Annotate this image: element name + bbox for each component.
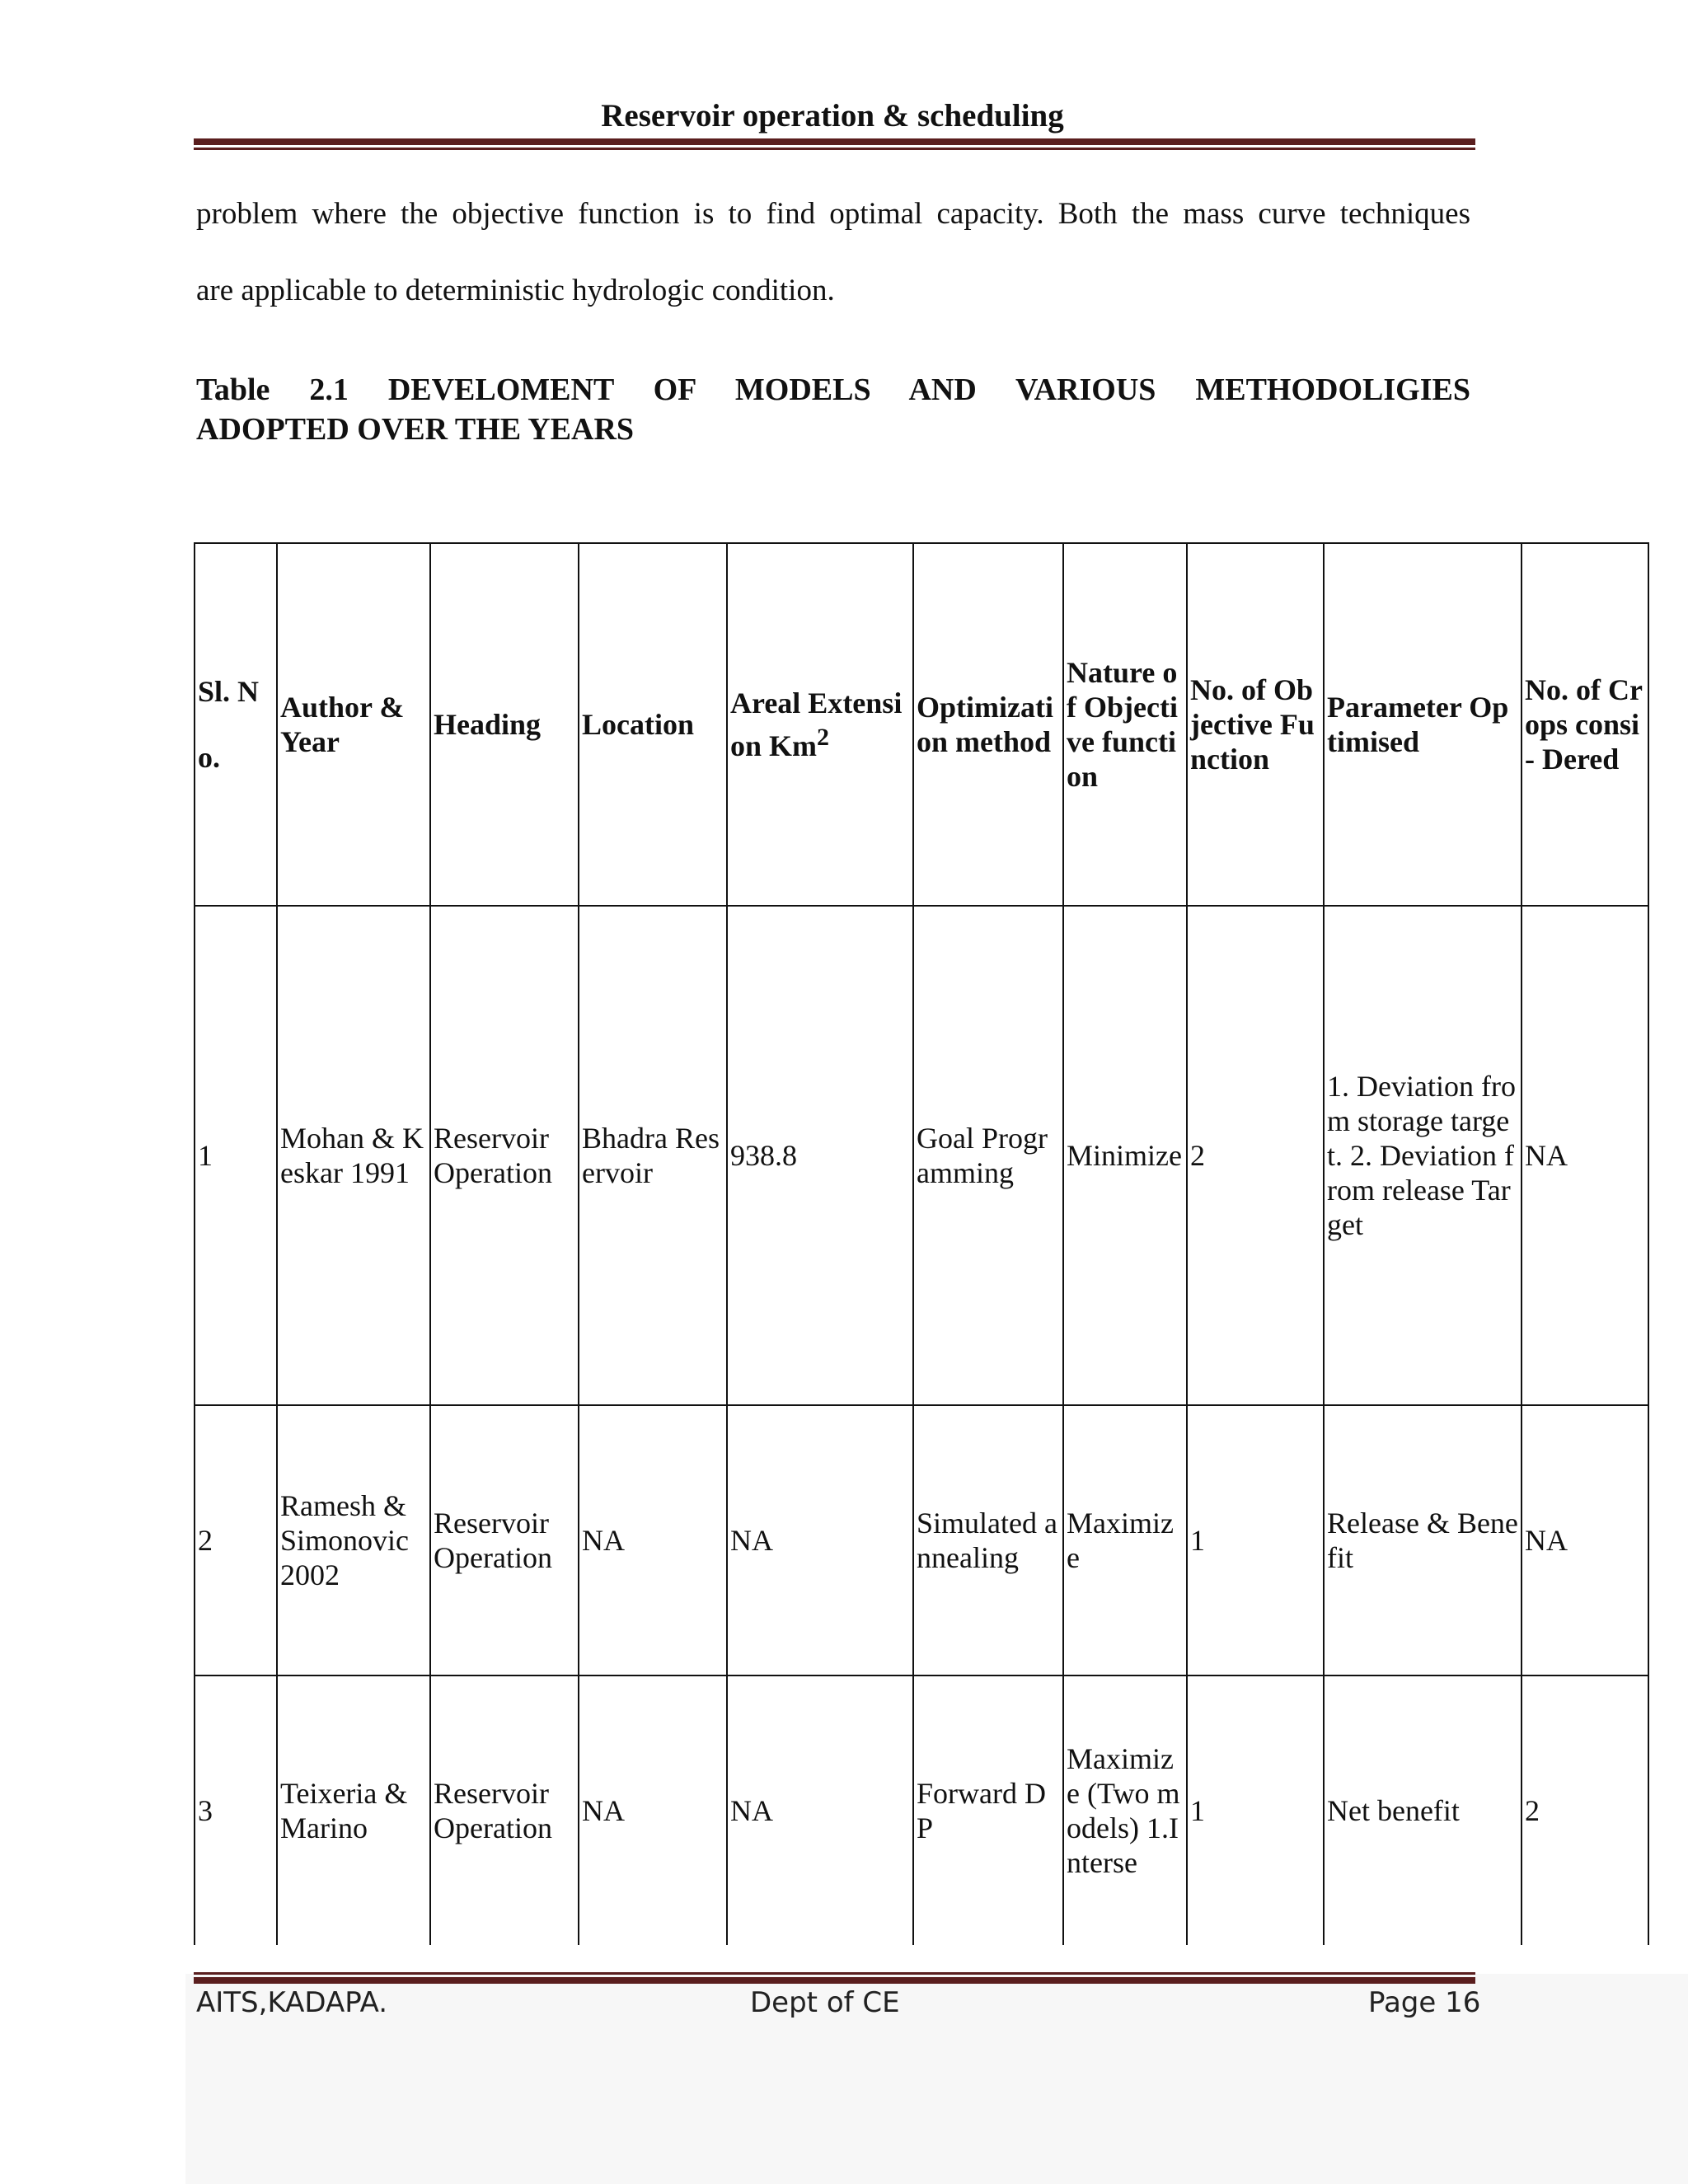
cell-nature-objective: Maximize (Two models) 1.Interse: [1063, 1675, 1187, 1945]
header-areal-extension: [727, 543, 913, 906]
cell-heading: Reservoir Operation: [430, 1405, 579, 1675]
footer-institution: AITS,KADAPA.: [196, 1986, 388, 2019]
cell-parameter-optimised: 1. Deviation from storage target. 2. Deviation from release Target: [1324, 906, 1522, 1405]
table-caption-line-2: ADOPTED OVER THE YEARS: [196, 412, 635, 447]
header-objective-count: No. of Objective Function: [1187, 543, 1324, 906]
cell-sl-no: 2: [195, 1405, 277, 1675]
running-header: Reservoir operation & scheduling: [601, 98, 1064, 134]
footer-rule-thick: [194, 1977, 1475, 1984]
header-author-year: Author & Year: [277, 543, 430, 906]
cell-nature-objective: Maximize: [1063, 1405, 1187, 1675]
cell-crops-considered: NA: [1522, 906, 1648, 1405]
header-sl-no: Sl. No.: [195, 543, 277, 906]
cell-objective-count: 1: [1187, 1405, 1324, 1675]
cell-parameter-optimised: Net benefit: [1324, 1675, 1522, 1945]
cell-areal-extension: NA: [727, 1405, 913, 1675]
cell-author-year: Teixeria & Marino: [277, 1675, 430, 1945]
table-row: [195, 906, 1648, 1405]
cell-parameter-optimised: Release & Benefit: [1324, 1405, 1522, 1675]
cell-sl-no: 3: [195, 1675, 277, 1945]
models-table: [194, 542, 1649, 1945]
cell-optimization-method: Goal Programming: [913, 906, 1063, 1405]
cell-sl-no: 1: [195, 906, 277, 1405]
cell-heading: Reservoir Operation: [430, 1675, 579, 1945]
header-parameter-optimised: Parameter Optimised: [1324, 543, 1522, 906]
table-caption: [196, 370, 1470, 449]
cell-location: NA: [579, 1675, 727, 1945]
body-paragraph-line-1: problem where the objective function is to find optimal capacity. Both the mass curve techniques: [196, 197, 1470, 231]
cell-author-year: Mohan & Keskar 1991: [277, 906, 430, 1405]
footer-page-number: Page 16: [1368, 1986, 1481, 2019]
body-paragraph-line-2: are applicable to deterministic hydrologic condition.: [196, 274, 835, 307]
cell-objective-count: 1: [1187, 1675, 1324, 1945]
header-crops-considered: No. of Crops consi- Dered: [1522, 543, 1648, 906]
cell-location: Bhadra Reservoir: [579, 906, 727, 1405]
cell-optimization-method: Forward DP: [913, 1675, 1063, 1945]
footer-department: Dept of CE: [750, 1986, 900, 2019]
cell-crops-considered: 2: [1522, 1675, 1648, 1945]
header-rule-thin: [194, 148, 1475, 150]
cell-areal-extension: NA: [727, 1675, 913, 1945]
table-header-row: [195, 543, 1648, 906]
cell-optimization-method: Simulated annealing: [913, 1405, 1063, 1675]
cell-areal-extension: 938.8: [727, 906, 913, 1405]
header-optimization-method: Optimization method: [913, 543, 1063, 906]
header-heading: Heading: [430, 543, 579, 906]
cell-author-year: Ramesh & Simonovic 2002: [277, 1405, 430, 1675]
table-row: [195, 1675, 1648, 1945]
cell-heading: Reservoir Operation: [430, 906, 579, 1405]
header-nature-objective: Nature of Objective function: [1063, 543, 1187, 906]
header-areal-extension-text: Areal Extension Km: [730, 687, 903, 762]
table-caption-line-1: Table 2.1 DEVELOMENT OF MODELS AND VARIOUS METHODOLIGIES: [196, 373, 1470, 407]
header-areal-extension-sup: 2: [817, 724, 830, 751]
footer-rule-thin: [194, 1972, 1475, 1975]
cell-crops-considered: NA: [1522, 1405, 1648, 1675]
table-row: [195, 1405, 1648, 1675]
cell-nature-objective: Minimize: [1063, 906, 1187, 1405]
header-rule-thick: [194, 138, 1475, 145]
cell-objective-count: 2: [1187, 906, 1324, 1405]
header-location: Location: [579, 543, 727, 906]
cell-location: NA: [579, 1405, 727, 1675]
